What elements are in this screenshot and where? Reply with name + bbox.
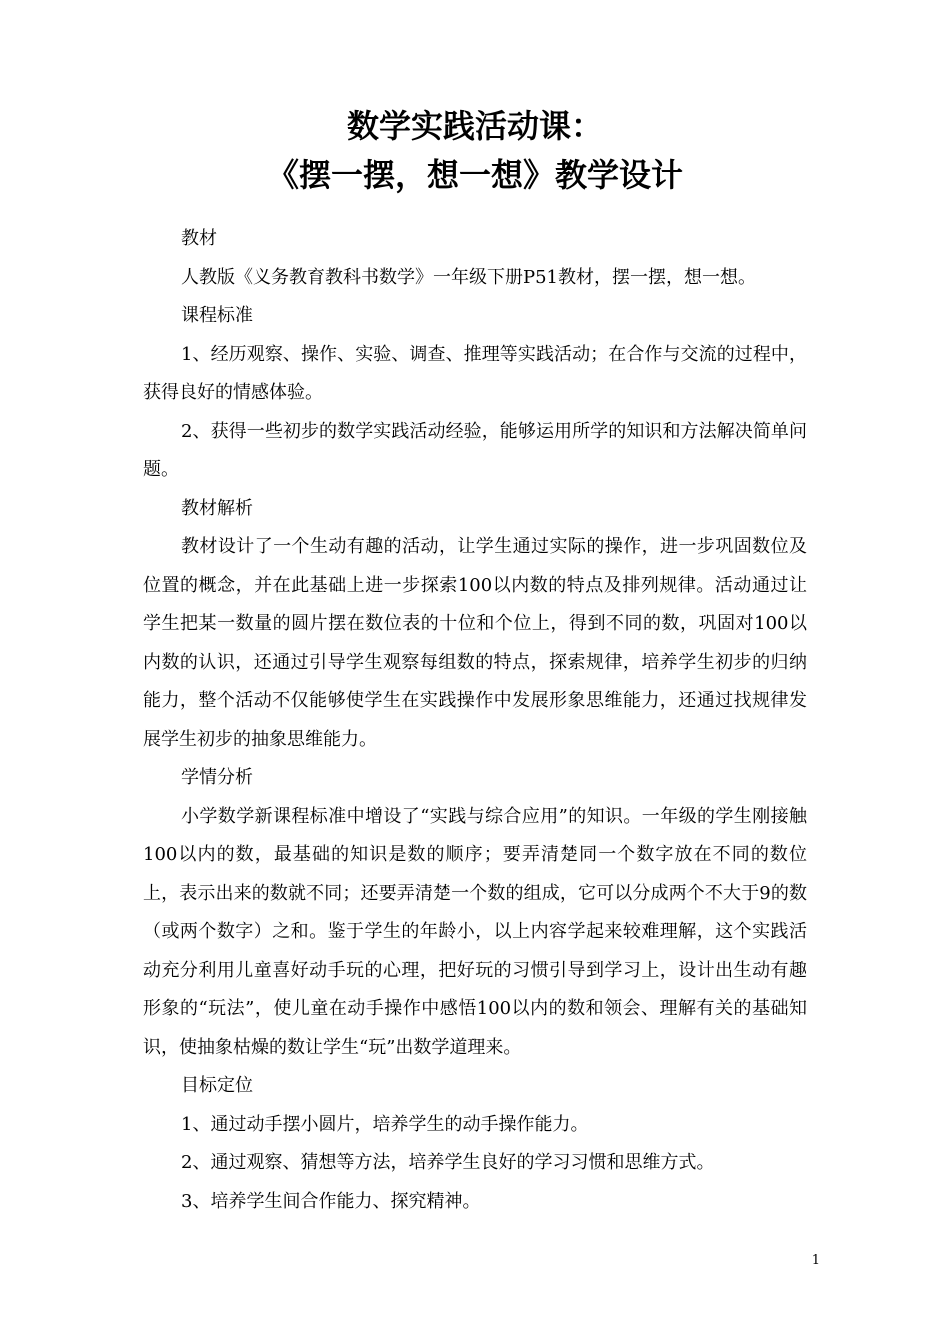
paragraph-jiexi: 教材设计了一个生动有趣的活动，让学生通过实际的操作，进一步巩固数位及位置的概念，并在此基础上进一步探索100以内数的特点及排列规律。活动通过让学生把某一数量的圆片摆在数位表的十位和个位上，得到不同的数，巩固对100以内数的认识，还通过引导学生观察每组数的特点，探索规律，培养学生初步的归纳能力，整个活动不仅能够使学生在实践操作中发展形象思维能力，还通过找规律发展学生初步的抽象思维能力。 (143, 536, 807, 750)
paragraph-kecheng-item1: 1、经历观察、操作、实验、调查、推理等实践活动；在合作与交流的过程中，获得良好的情感体验。 (143, 343, 807, 403)
section-heading-jiexi: 教材解析 (181, 497, 253, 519)
section-heading-jiaocai: 教材 (181, 228, 217, 249)
paragraph-mubiao-item1: 1、通过动手摆小圆片，培养学生的动手操作能力。 (181, 1113, 589, 1135)
section-heading-kecheng: 课程标准 (181, 305, 253, 326)
page-number: 1 (811, 1253, 820, 1268)
document-body (143, 220, 807, 1221)
section-heading-xueqing: 学情分析 (181, 767, 253, 788)
document-title-line1: 数学实践活动课： (346, 107, 603, 145)
paragraph-xueqing: 小学数学新课程标准中增设了“实践与综合应用”的知识。一年级的学生刚接触100以内的数，最基础的知识是数的顺序；要弄清楚同一个数字放在不同的数位上，表示出来的数就不同；还要弄清楚一个数的组成，它可以分成两个不大于9的数（或两个数字）之和。鉴于学生的年龄小，以上内容学起来较难理解，这个实践活动充分利用儿童喜好动手玩的心理，把好玩的习惯引导到学习上，设计出生动有趣形象的“玩法”，使儿童在动手操作中感悟100以内的数和领会、理解有关的基础知识，使抽象枯燥的数让学生“玩”出数学道理来。 (143, 805, 807, 1058)
paragraph-kecheng-item2: 2、获得一些初步的数学实践活动经验，能够运用所学的知识和方法解决简单问题。 (143, 420, 807, 480)
paragraph-mubiao-item2: 2、通过观察、猜想等方法，培养学生良好的学习习惯和思维方式。 (181, 1152, 715, 1173)
section-heading-mubiao: 目标定位 (181, 1075, 253, 1096)
paragraph-jiaocai: 人教版《义务教育教科书数学》一年级下册P51教材，摆一摆，想一想。 (181, 266, 757, 288)
document-title-line2: 《摆一摆，想一想》教学设计 (266, 156, 683, 194)
paragraph-mubiao-item3: 3、培养学生间合作能力、探究精神。 (181, 1190, 481, 1212)
